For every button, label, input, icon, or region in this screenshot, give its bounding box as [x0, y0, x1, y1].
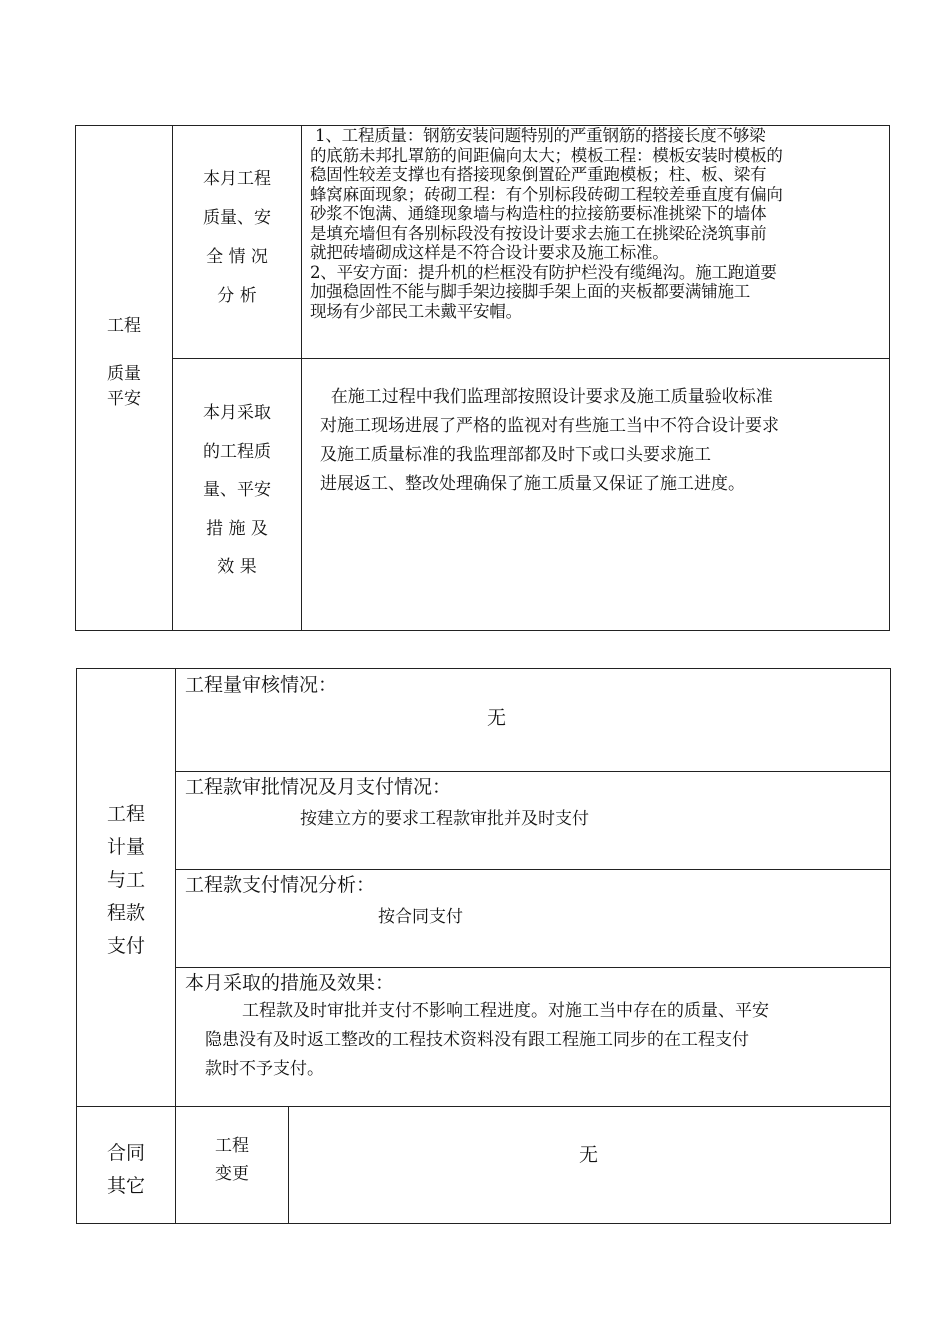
- table2-divider-1: [175, 668, 176, 1224]
- approval-heading: 工程款审批情况及月支付情况：: [185, 776, 452, 798]
- quality-safety-analysis-label: 本月工程 质量、安 全 情 况 分 析: [203, 169, 271, 306]
- payment-analysis-content: 按合同支付: [378, 907, 463, 927]
- payment-category: 工程 计量 与工 程款 支付: [106, 803, 145, 957]
- table1-row-divider: [172, 358, 890, 359]
- payment-measures-heading: 本月采取的措施及效果：: [185, 972, 395, 994]
- contract-other-category: 合同 其它: [106, 1142, 145, 1197]
- quantity-review-heading: 工程量审核情况：: [185, 674, 338, 696]
- table1-divider-2: [301, 125, 302, 631]
- quality-safety-measures-content: 在施工过程中我们监理部按照设计要求及施工质量验收标准 对施工现场进展了严格的监视对有些施工当中不符合设计要求 及施工质量标准的我监理部都及时下或口头要求施工 进展返工、整改处理确保了施工质量又保证了施工进度。: [320, 387, 779, 494]
- engineering-change-content: 无: [579, 1144, 599, 1166]
- quality-safety-measures-label: 本月采取 的工程质 量、平安 措 施 及 效 果: [203, 403, 271, 577]
- approval-content: 按建立方的要求工程款审批并及时支付: [300, 809, 589, 829]
- payment-analysis-heading: 工程款支付情况分析：: [185, 874, 376, 896]
- table2-row-divider-4: [76, 1106, 891, 1107]
- quality-safety-category: 工程 质量 平安: [107, 316, 141, 409]
- table2-divider-2: [288, 1106, 289, 1224]
- engineering-change-label: 工程 变更: [215, 1136, 249, 1184]
- quality-safety-analysis-content: 1、工程质量：钢筋安装问题特别的严重钢筋的搭接长度不够梁 的底筋未邦扎罩筋的间距偏向太大；模板工程：模板安装时模板的 稳固性较差支撑也有搭接现象倒置砼严重跑模板；柱、板、梁有 蜂窝麻面现象；砖砌工程：有个别标段砖砌工程较差垂直度有偏向 砂浆不饱满、通缝现象墙与构造柱的拉接筋要标准挑梁下的墙体 是填充墙但有各别标段没有按设计要求去施工在挑梁砼浇筑事前 就把砖墙砌成这样是不符合设计要求及施工标准。 2、平安方面：提升机的栏框没有防护栏没有缆绳沟。施工跑道要 加强稳固性不能与脚手架边接脚手架上面的夹板都要满铺施工 现场有少部民工未戴平安帽。: [310, 126, 783, 321]
- payment-measures-content: 工程款及时审批并支付不影响工程进度。对施工当中存在的质量、平安 隐患没有及时返工整改的工程技术资料没有跟工程施工同步的在工程支付 款时不予支付。: [205, 1001, 769, 1079]
- table1-divider-1: [172, 125, 173, 631]
- quantity-review-content: 无: [487, 707, 507, 729]
